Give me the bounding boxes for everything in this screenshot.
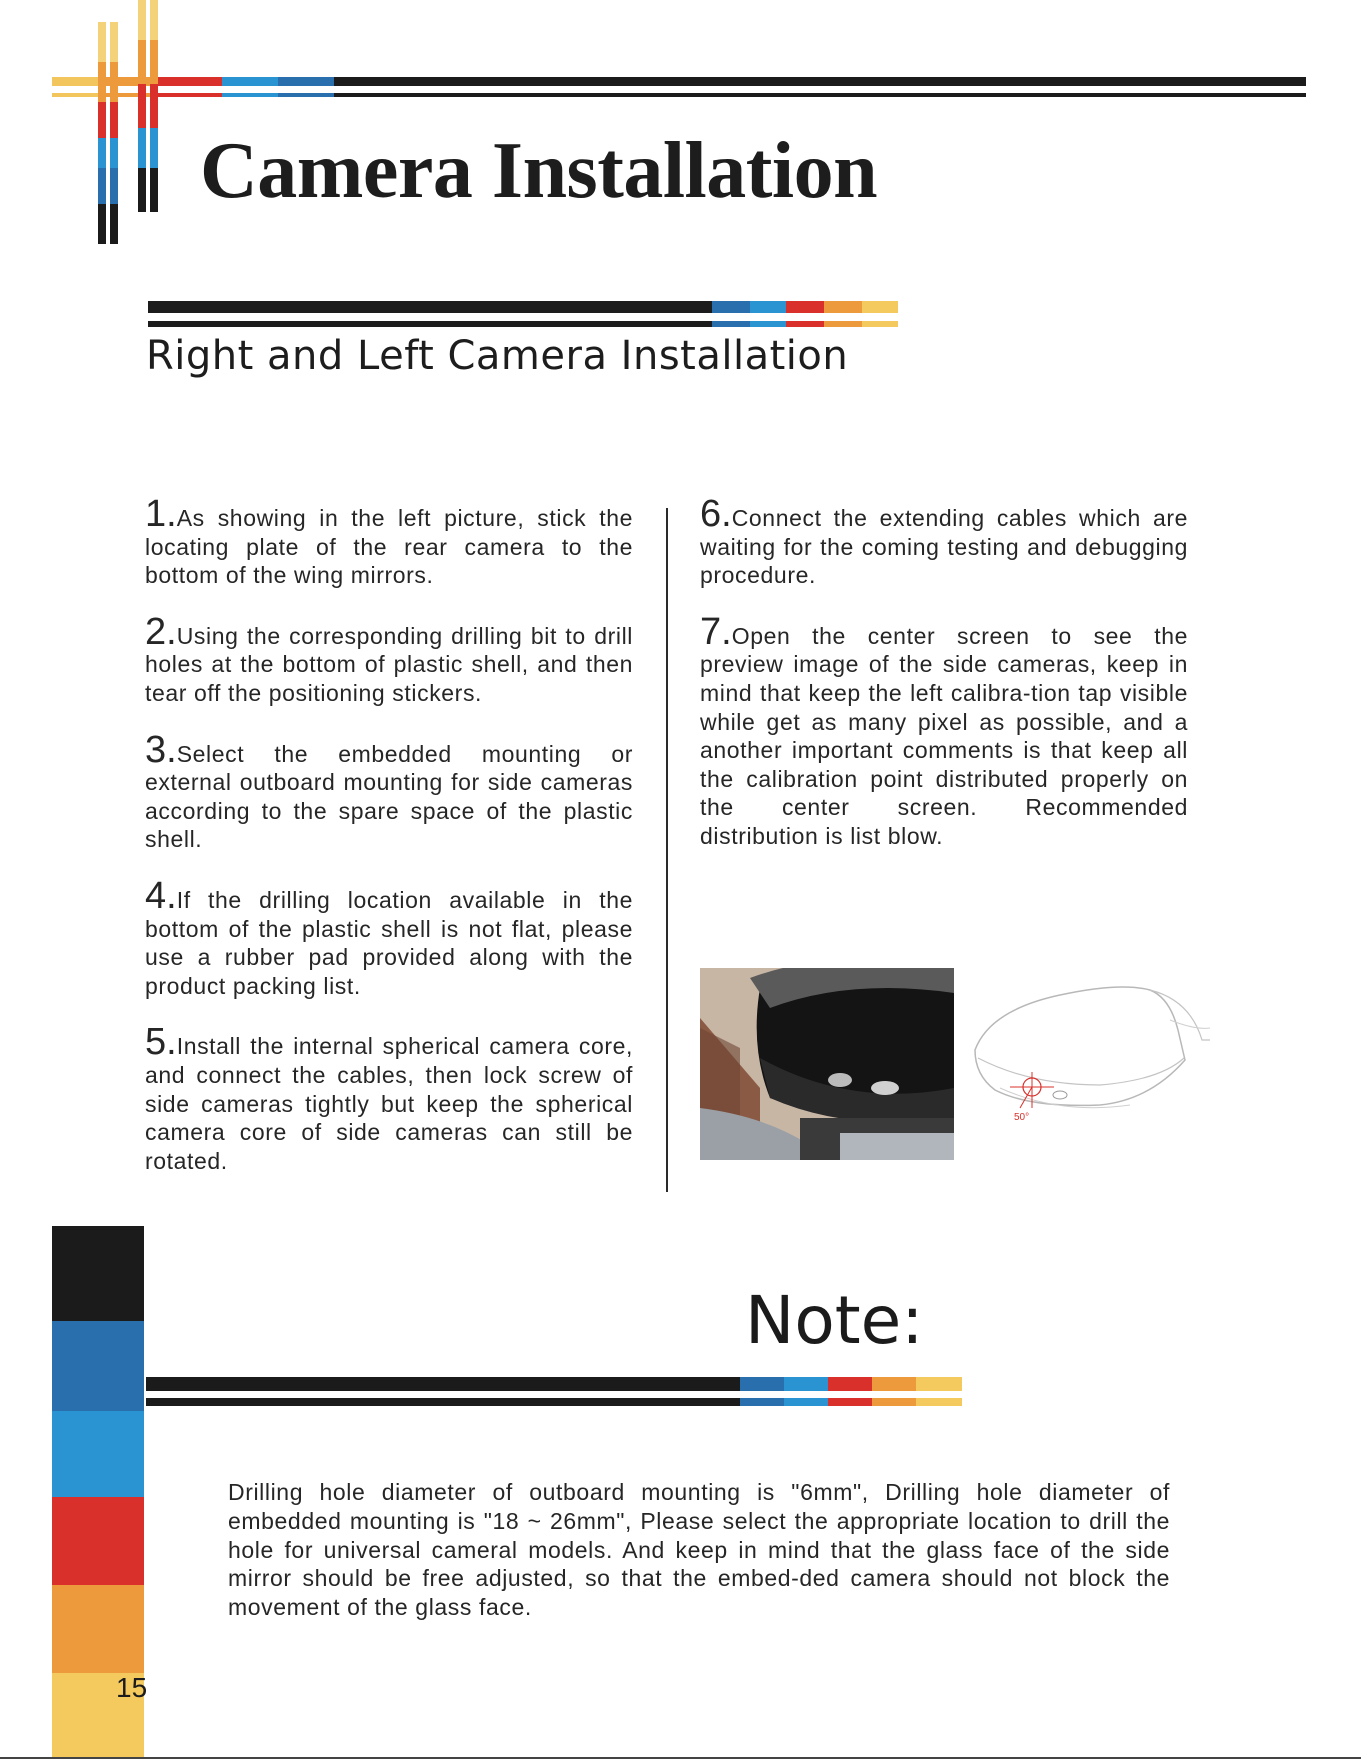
- note-title: Note:: [745, 1282, 924, 1359]
- color-strip-orange: [52, 1585, 144, 1673]
- step-text: Select the embedded mounting or external outboard mounting for side cameras according to the spare space of the plastic shell.: [145, 740, 633, 853]
- step-4: [145, 874, 633, 1000]
- step-number: 1.: [145, 493, 177, 535]
- mirror-photo-graphic: [700, 968, 954, 1160]
- section-title: Right and Left Camera Installation: [146, 333, 849, 379]
- step-number: 5.: [145, 1021, 177, 1064]
- step-text: Install the internal spherical camera core, and connect the cables, then lock screw of side cameras tightly but keep the spherical camera core of side cameras can still be rotated.: [145, 1033, 633, 1174]
- color-strip-dark-blue: [52, 1321, 144, 1411]
- angle-label: 50°: [1014, 1112, 1030, 1123]
- section-bar: [148, 301, 898, 313]
- note-body: Drilling hole diameter of outboard mounting is "6mm", Drilling hole diameter of embedded mounting is "18 ~ 26mm", Please select the appropriate location to drill the hole for universal cameral models. And keep in mind that the glass face of the side mirror should be free adjusted, so that the embed-ded camera should not block the movement of the glass face.: [228, 1479, 1170, 1621]
- top-decorative-bar: [52, 77, 1306, 86]
- steps-right-column: [700, 493, 1188, 879]
- step-7: [700, 610, 1188, 851]
- page-number: 15: [116, 1672, 148, 1703]
- step-2: [145, 610, 633, 708]
- mirror-sketch: [970, 980, 1210, 1130]
- step-text: As showing in the left picture, stick the locating plate of the rear camera to the bottom of the wing mirrors.: [145, 505, 633, 589]
- step-number: 7.: [700, 610, 732, 653]
- step-number: 4.: [145, 874, 177, 917]
- color-strip-red: [52, 1497, 144, 1585]
- mirror-sketch-graphic: [970, 980, 1210, 1130]
- step-text: Connect the extending cables which are waiting for the coming testing and debugging procedure.: [700, 505, 1188, 589]
- step-number: 3.: [145, 728, 177, 771]
- corner-vertical-bars: [96, 0, 166, 245]
- step-text: If the drilling location available in the bottom of the plastic shell is not flat, please use a rubber pad provided along with the product packing list.: [145, 886, 633, 999]
- section-bar-thin: [148, 321, 898, 327]
- mirror-photo: [700, 968, 954, 1160]
- bottom-rule: [0, 1757, 1361, 1759]
- step-6: [700, 493, 1188, 590]
- color-strip-light-blue: [52, 1411, 144, 1497]
- column-divider: [666, 508, 668, 1192]
- step-text: Open the center screen to see the preview image of the side cameras, keep in mind that keep the left calibra-tion tap visible while get as many pixel as possible, and a another important comments is that keep all the calibration point distributed properly on the center screen. Recommended distribution is list blow.: [700, 622, 1188, 849]
- note-bar: [146, 1377, 962, 1391]
- steps-left-column: [145, 493, 633, 1203]
- page-title: Camera Installation: [200, 127, 878, 215]
- step-number: 6.: [700, 493, 732, 535]
- top-decorative-bar-thin: [52, 93, 1306, 97]
- step-text: Using the corresponding drilling bit to drill holes at the bottom of plastic shell, and then tear off the positioning stickers.: [145, 622, 633, 706]
- step-1: [145, 493, 633, 590]
- step-3: [145, 728, 633, 854]
- step-5: [145, 1021, 633, 1175]
- step-number: 2.: [145, 610, 177, 653]
- note-bar-thin: [146, 1398, 962, 1406]
- color-strip-black: [52, 1226, 144, 1321]
